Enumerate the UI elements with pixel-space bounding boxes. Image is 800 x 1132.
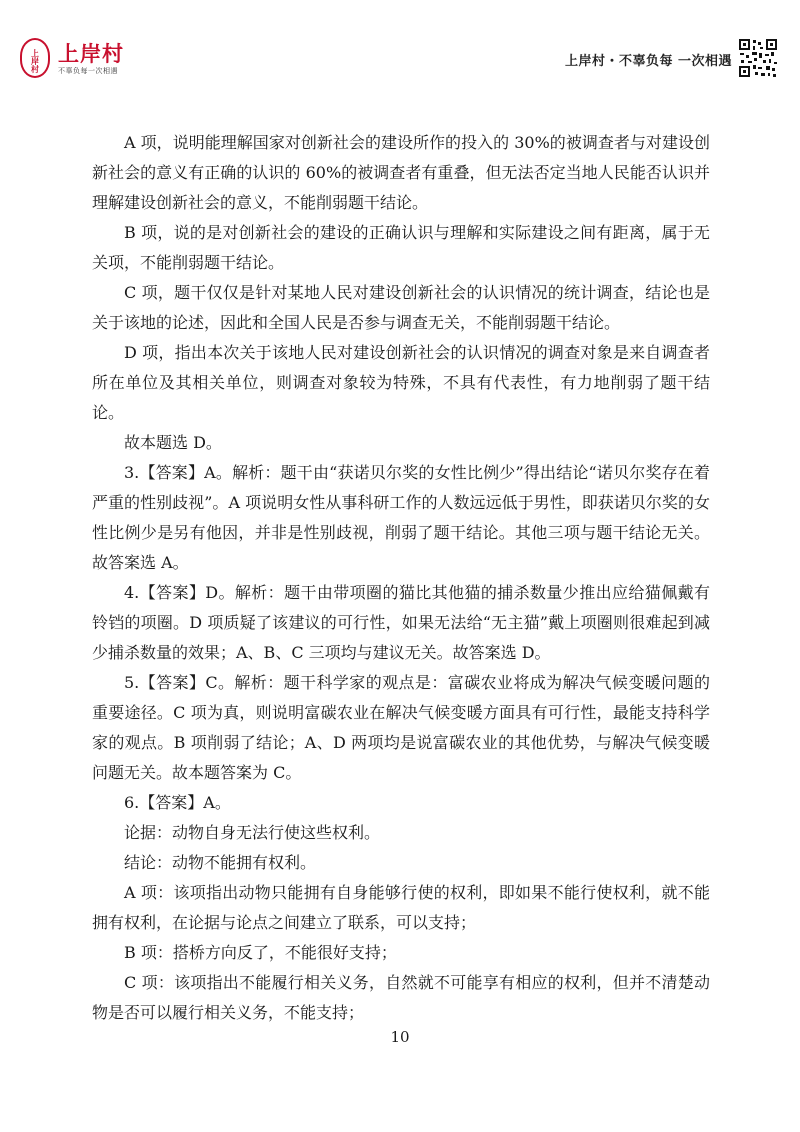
answer-explanation-body	[92, 128, 710, 1028]
paragraph: 论据：动物自身无法行使这些权利。	[124, 823, 381, 842]
paragraph: 4.【答案】D。解析：题干由带项圈的猫比其他猫的捕杀数量少推出应给猫佩戴有铃铛的项圈。D 项质疑了该建议的可行性，如果无法给“无主猫”戴上项圈则很难起到减少捕杀数量的效果；A、B、C 三项均与建议无关。故答案选 D。	[92, 583, 710, 662]
logo-seal-icon: 上岸村	[20, 38, 50, 78]
paragraph: 3.【答案】A。解析：题干由“获诺贝尔奖的女性比例少”得出结论“诺贝尔奖存在着严重的性别歧视”。A 项说明女性从事科研工作的人数远远低于男性，即获诺贝尔奖的女性比例少是另有他因，并非是性别歧视，削弱了题干结论。其他三项与题干结论无关。故答案选 A。	[92, 463, 710, 572]
paragraph: 5.【答案】C。解析：题干科学家的观点是：富碳农业将成为解决气候变暖问题的重要途径。C 项为真，则说明富碳农业在解决气候变暖方面具有可行性，最能支持科学家的观点。B 项削弱了结论；A、D 两项均是说富碳农业的其他优势，与解决气候变暖问题无关。故本题答案为 C。	[92, 673, 710, 782]
paragraph: D 项，指出本次关于该地人民对建设创新社会的认识情况的调查对象是来自调查者所在单位及其相关单位，则调查对象较为特殊，不具有代表性，有力地削弱了题干结论。	[92, 343, 710, 422]
paragraph: B 项：搭桥方向反了，不能很好支持；	[124, 943, 397, 962]
paragraph: C 项，题干仅仅是针对某地人民对建设创新社会的认识情况的统计调查，结论也是关于该地的论述，因此和全国人民是否参与调查无关，不能削弱题干结论。	[92, 283, 710, 332]
paragraph: 结论：动物不能拥有权利。	[124, 853, 317, 872]
page-header	[0, 0, 800, 90]
logo-tagline: 不辜负每一次相遇	[58, 67, 118, 75]
paragraph: A 项，说明能理解国家对创新社会的建设所作的投入的 30%的被调查者与对建设创新社会的意义有正确的认识的 60%的被调查者有重叠，但无法否定当地人民能否认识并理解建设创新社会的意义，不能削弱题干结论。	[92, 133, 710, 212]
paragraph: B 项，说的是对创新社会的建设的正确认识与理解和实际建设之间有距离，属于无关项，不能削弱题干结论。	[92, 223, 710, 272]
paragraph: 6.【答案】A。	[124, 793, 231, 812]
header-slogan: 上岸村・不辜负每 一次相遇	[564, 54, 732, 69]
page-number: 10	[390, 1028, 410, 1046]
qr-code-icon	[738, 38, 778, 78]
paragraph: A 项：该项指出动物只能拥有自身能够行使的权利，即如果不能行使权利，就不能拥有权利，在论据与论点之间建立了联系，可以支持；	[92, 883, 710, 932]
paragraph: C 项：该项指出不能履行相关义务，自然就不可能享有相应的权利，但并不清楚动物是否可以履行相关义务，不能支持；	[92, 973, 710, 1022]
logo-name: 上岸村	[58, 42, 124, 66]
paragraph: 故本题选 D。	[124, 433, 222, 452]
